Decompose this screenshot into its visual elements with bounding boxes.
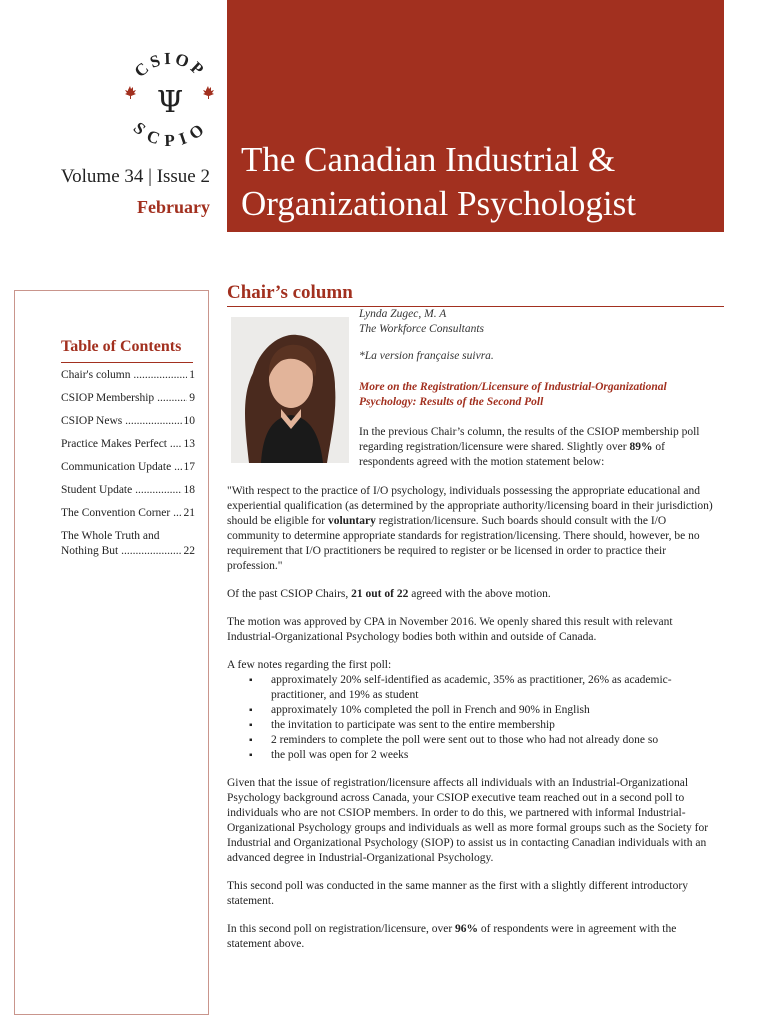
toc-item-page: 1	[189, 369, 195, 381]
intro-percent: 89%	[629, 441, 653, 453]
logo-top-text: CSIOP	[130, 48, 210, 82]
french-version-note: *La version française suivra.	[359, 350, 494, 362]
quote-text: registration/licensure. Such boards should consult with the I/O community to determine appropriate standards for registration/licensing. There should, however, be no requirement that I/O practitioners be required to register or be licensed in order to practice their profession."	[227, 515, 700, 572]
maple-leaf-icon	[125, 86, 136, 99]
toc-item[interactable]	[61, 483, 195, 498]
quote-text: "With respect to the practice of I/O psychology, individuals possessing the appropriate educational and experiential qualification (as determined by the appropriate authority/licensing board in their jurisdiction) should be eligible for	[227, 485, 713, 527]
title-line-2: Organizational Psychologist	[241, 184, 636, 223]
toc-item-page: 18	[183, 484, 195, 496]
result-text: of respondents were in agreement with the statement above.	[227, 923, 677, 950]
issue-month: February	[137, 197, 210, 217]
toc-item-label: The Whole Truth and	[61, 530, 160, 542]
toc-item[interactable]	[61, 368, 195, 383]
author-photo	[231, 317, 349, 463]
toc-item[interactable]	[61, 460, 195, 475]
toc-item[interactable]	[61, 414, 195, 429]
chairs-count: 21 out of 22	[351, 588, 409, 600]
toc-list	[61, 368, 195, 567]
chairs-paragraph	[227, 587, 721, 602]
intro-text: In the previous Chair’s column, the results of the CSIOP membership poll regarding registration/licensure were shared. Slightly over	[359, 426, 700, 453]
chairs-text: agreed with the above motion.	[408, 588, 551, 600]
newsletter-title	[241, 138, 636, 226]
list-item: ▪ the poll was open for 2 weeks	[271, 748, 721, 763]
title-line-1: The Canadian Industrial &	[241, 140, 616, 179]
list-item: ▪ 2 reminders to complete the poll were sent out to those who had not already done so	[271, 733, 721, 748]
toc-item-label: The Convention Corner .....	[61, 506, 182, 521]
author-name: Lynda Zugec, M. A	[359, 308, 447, 320]
toc-item-label: CSIOP Membership .....	[61, 391, 187, 406]
toc-item[interactable]	[61, 437, 195, 452]
list-item: ▪ the invitation to participate was sent to the entire membership	[271, 718, 721, 733]
motion-paragraph: The motion was approved by CPA in November 2016. We openly shared this result with relevant Industrial-Organizational Psychology bodies both within and outside of Canada.	[227, 616, 673, 643]
quote-emphasis: voluntary	[327, 515, 376, 527]
toc-item-label: Chair's column .....	[61, 368, 187, 383]
article-subtitle: More on the Registration/Licensure of Industrial-Organizational Psychology: Results of the Second Poll	[359, 381, 667, 408]
second-poll-paragraph: Given that the issue of registration/licensure affects all individuals with an Industrial-Organizational Psychology background across Canada, your CSIOP executive team reached out in a second poll to individuals who are not CSIOP members. In order to do this, we partnered with informal Industrial-Organizational Psychology groups and individuals as well as more formal groups such as the Society for Industrial and Organizational Psychology (SIOP) to assist us in contacting Canadian individuals with an advanced degree in Industrial-Organizational Psychology.	[227, 777, 709, 864]
csiop-seal	[120, 46, 220, 146]
toc-item-page: 22	[183, 545, 195, 557]
list-item: ▪ approximately 10% completed the poll in French and 90% in English	[271, 703, 721, 718]
svg-text:CSIOP	[131, 49, 210, 81]
result-percent: 96%	[455, 923, 479, 935]
result-paragraph	[227, 922, 721, 952]
csiop-logo	[120, 46, 220, 146]
toc-item-label: CSIOP News .....	[61, 414, 182, 429]
toc-item-page: 10	[183, 415, 195, 427]
article-body	[227, 484, 721, 965]
author-portrait	[231, 317, 349, 463]
toc-item[interactable]	[61, 529, 195, 559]
author-org: The Workforce Consultants	[359, 323, 485, 335]
intro-text: of respondents agreed with the motion statement below:	[359, 441, 665, 468]
svg-text:SCPIO	[130, 118, 210, 146]
maple-leaf-icon	[203, 86, 214, 99]
intro-paragraph	[359, 425, 721, 470]
chairs-text: Of the past CSIOP Chairs,	[227, 588, 352, 600]
notes-intro: A few notes regarding the first poll:	[227, 659, 392, 671]
toc-item-label: Student Update .....	[61, 483, 182, 498]
manner-paragraph: This second poll was conducted in the same manner as the first with a slightly different introductory statement.	[227, 880, 688, 907]
toc-item-page: 21	[183, 507, 195, 519]
psi-symbol: Ψ	[156, 85, 184, 120]
toc-item[interactable]	[61, 506, 195, 521]
toc-title: Table of Contents	[61, 338, 182, 355]
motion-quote	[227, 484, 721, 574]
toc-item-page: 13	[183, 438, 195, 450]
list-item: ▪ approximately 20% self-identified as academic, 35% as practitioner, 26% as academic-practitioner, and 19% as student	[271, 673, 721, 703]
article-heading: Chair’s column	[227, 282, 353, 303]
logo-bottom-text: SCPIO	[129, 118, 210, 146]
volume-issue: Volume 34 | Issue 2	[60, 166, 210, 187]
notes-list	[227, 673, 721, 763]
toc-item[interactable]	[61, 391, 195, 406]
toc-divider	[61, 362, 193, 363]
author-byline	[359, 307, 484, 337]
toc-item-label: Communication Update .....	[61, 460, 182, 475]
toc-item-page: 9	[189, 392, 195, 404]
toc-item-label: Nothing But .....	[61, 544, 182, 559]
result-text: In this second poll on registration/licensure, over	[227, 923, 456, 935]
title-banner	[227, 0, 724, 232]
toc-item-page: 17	[183, 461, 195, 473]
toc-item-label: Practice Makes Perfect .....	[61, 437, 182, 452]
